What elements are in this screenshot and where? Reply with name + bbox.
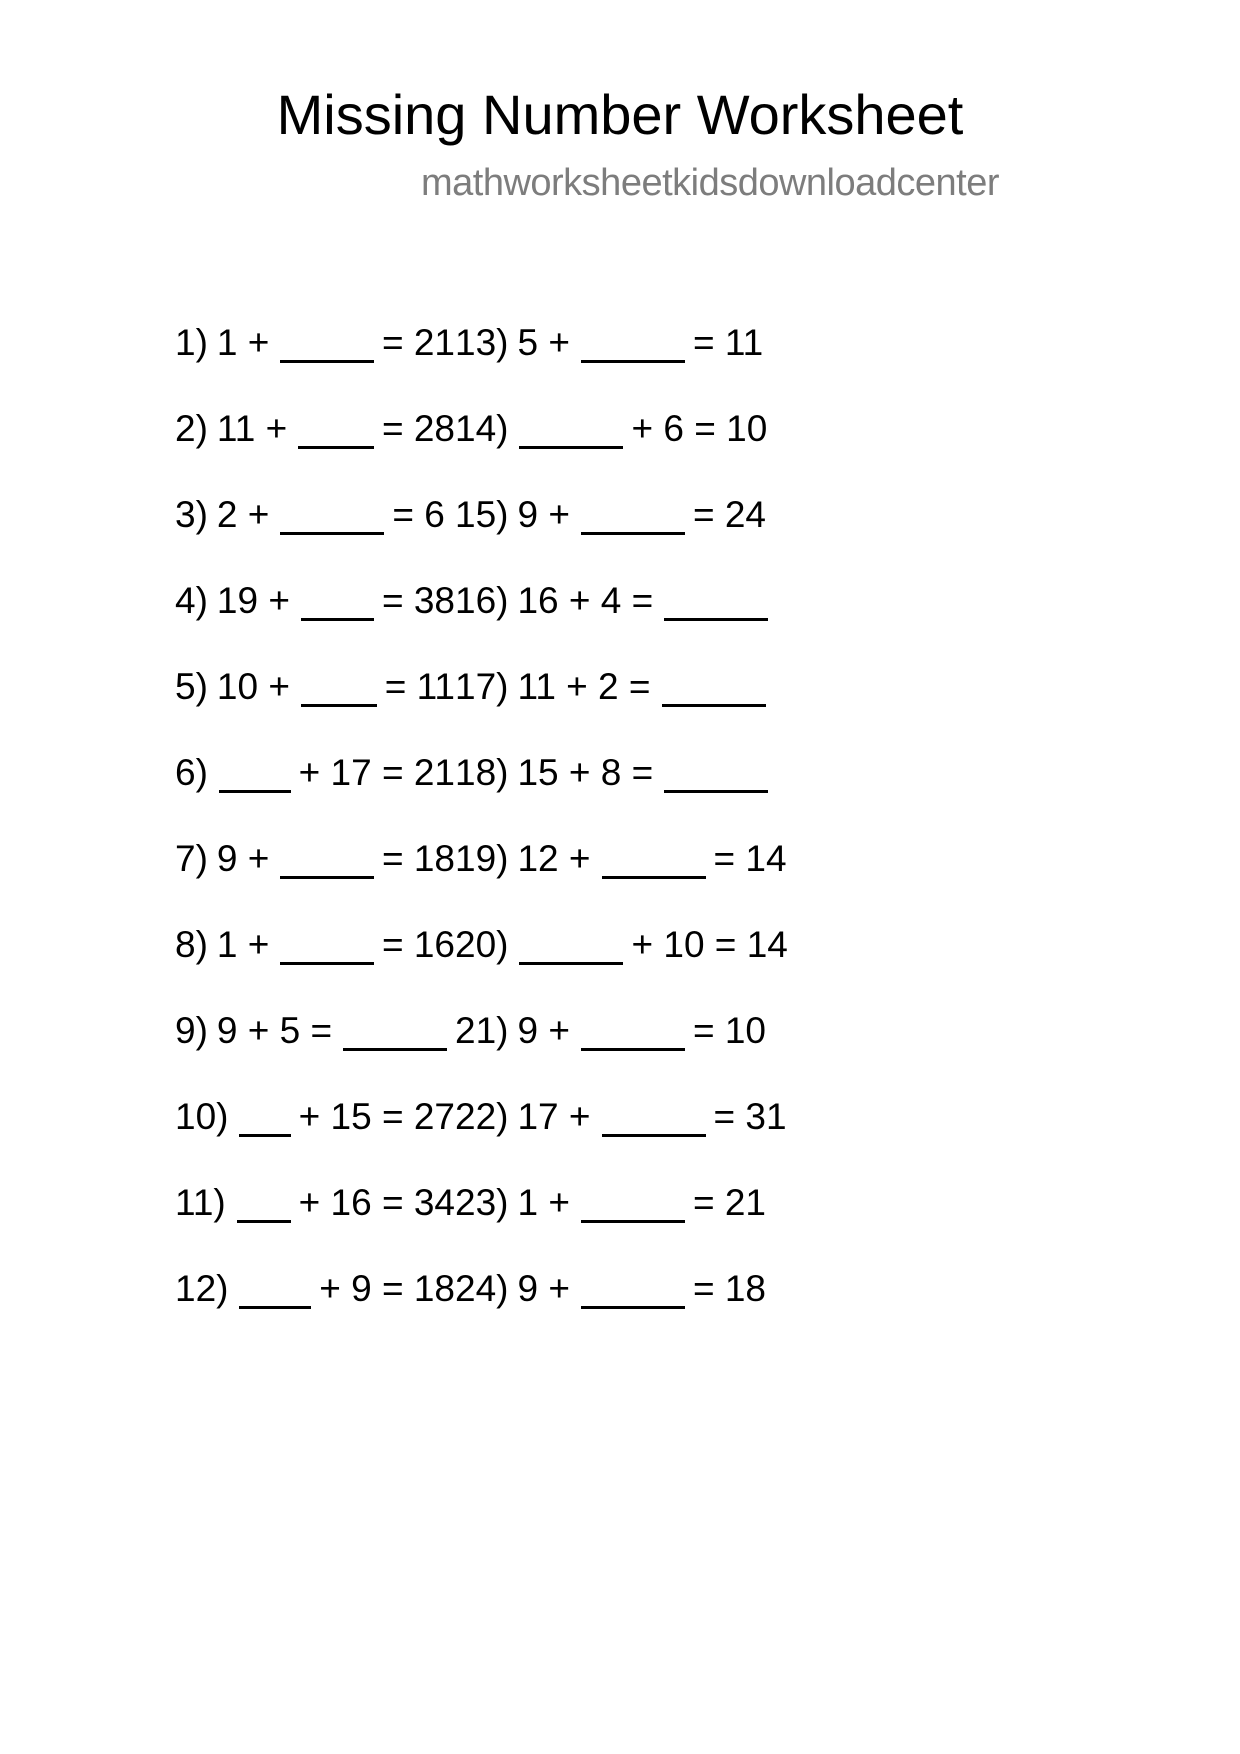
problem-expression-before: 9 + [517, 1010, 570, 1051]
problem-expression-before: 9 + [216, 838, 270, 879]
problem-expression-before: 12 + [517, 838, 591, 879]
problem-number: 10) [175, 1096, 229, 1137]
problem-number: 15) [455, 494, 509, 535]
problem-expression-after: = 28 [381, 408, 455, 449]
problem-expression-after: = 38 [381, 580, 455, 621]
answer-blank[interactable] [581, 1282, 685, 1309]
left-column [0, 300, 455, 1332]
problems-container [0, 300, 1240, 1332]
answer-blank[interactable] [343, 1024, 447, 1051]
problem-expression-before: 1 + [517, 1182, 570, 1223]
problem-item [455, 730, 925, 816]
problem-expression-after: = 24 [692, 494, 766, 535]
problem-expression-after: = 11 [692, 322, 764, 363]
problem-item [175, 472, 455, 558]
problem-expression-before: 1 + [216, 322, 270, 363]
problem-item [455, 1246, 925, 1332]
problem-item [455, 644, 925, 730]
problem-expression-before: 16 + 4 = [517, 580, 654, 621]
problem-expression-after: + 17 = 21 [298, 752, 455, 793]
answer-blank[interactable] [581, 1024, 685, 1051]
answer-blank[interactable] [581, 1196, 685, 1223]
problem-number: 2) [175, 408, 208, 449]
answer-blank[interactable] [301, 680, 377, 707]
problem-item [175, 816, 455, 902]
problem-item [455, 816, 925, 902]
problem-expression-after: + 9 = 18 [319, 1268, 455, 1309]
problem-expression-after: + 16 = 34 [298, 1182, 455, 1223]
problem-expression-after: = 21 [692, 1182, 766, 1223]
problem-expression-before: 5 + [517, 322, 570, 363]
problem-number: 16) [455, 580, 509, 621]
problem-expression-after: = 16 [381, 924, 455, 965]
problem-number: 17) [455, 666, 509, 707]
problem-number: 7) [175, 838, 208, 879]
answer-blank[interactable] [239, 1282, 311, 1309]
problem-number: 9) [175, 1010, 208, 1051]
problem-expression-before: 9 + [517, 1268, 570, 1309]
problem-expression-after: = 14 [713, 838, 787, 879]
problem-expression-after: = 18 [692, 1268, 766, 1309]
problem-item [455, 558, 925, 644]
problem-expression-after: = 18 [381, 838, 455, 879]
problem-number: 20) [455, 924, 509, 965]
answer-blank[interactable] [280, 336, 374, 363]
page-title: Missing Number Worksheet [276, 83, 964, 146]
problem-item [175, 1074, 455, 1160]
answer-blank[interactable] [664, 594, 768, 621]
problem-expression-after: = 11 [384, 666, 455, 707]
problem-expression-after: = 10 [692, 1010, 766, 1051]
problem-number: 3) [175, 494, 208, 535]
problem-expression-after: + 15 = 27 [298, 1096, 455, 1137]
problem-number: 1) [175, 322, 208, 363]
answer-blank[interactable] [301, 594, 374, 621]
problem-expression-before: 1 + [216, 924, 270, 965]
problem-number: 19) [455, 838, 509, 879]
answer-blank[interactable] [602, 1110, 706, 1137]
problem-item [175, 558, 455, 644]
problem-number: 6) [175, 752, 208, 793]
answer-blank[interactable] [602, 852, 706, 879]
answer-blank[interactable] [519, 938, 623, 965]
answer-blank[interactable] [664, 766, 768, 793]
problem-item [175, 644, 455, 730]
problem-number: 5) [175, 666, 208, 707]
problem-item [455, 902, 925, 988]
problem-expression-before: 2 + [216, 494, 270, 535]
site-watermark: mathworksheetkidsdownloadcenter [420, 162, 1000, 204]
problem-item [175, 730, 455, 816]
problem-number: 22) [455, 1096, 509, 1137]
problem-item [455, 988, 925, 1074]
problem-expression-after: = 6 [392, 494, 445, 535]
answer-blank[interactable] [298, 422, 374, 449]
problem-item [175, 902, 455, 988]
problem-item [455, 1074, 925, 1160]
problem-number: 8) [175, 924, 208, 965]
answer-blank[interactable] [239, 1110, 290, 1137]
answer-blank[interactable] [219, 766, 291, 793]
problem-number: 14) [455, 408, 509, 449]
problem-number: 13) [455, 322, 509, 363]
answer-blank[interactable] [519, 422, 623, 449]
problem-expression-before: 11 + [216, 408, 288, 449]
answer-blank[interactable] [280, 508, 384, 535]
answer-blank[interactable] [662, 680, 766, 707]
problem-item [175, 1246, 455, 1332]
problem-number: 24) [455, 1268, 509, 1309]
problem-expression-after: = 31 [713, 1096, 787, 1137]
problem-item [175, 386, 455, 472]
problem-expression-before: 15 + 8 = [517, 752, 654, 793]
answer-blank[interactable] [237, 1196, 291, 1223]
problem-item [175, 300, 455, 386]
problem-item [455, 386, 925, 472]
answer-blank[interactable] [280, 938, 374, 965]
right-column [455, 300, 925, 1332]
problem-number: 18) [455, 752, 509, 793]
problem-item [455, 300, 925, 386]
problem-number: 23) [455, 1182, 509, 1223]
problem-expression-before: 11 + 2 = [517, 666, 651, 707]
problem-expression-before: 9 + 5 = [216, 1010, 333, 1051]
problem-expression-after: + 6 = 10 [631, 408, 768, 449]
problem-expression-after: = 21 [381, 322, 455, 363]
problem-item [455, 1160, 925, 1246]
problem-item [455, 472, 925, 558]
problem-number: 4) [175, 580, 208, 621]
answer-blank[interactable] [581, 508, 685, 535]
problem-number: 12) [175, 1268, 229, 1309]
problem-number: 11) [175, 1182, 226, 1223]
answer-blank[interactable] [581, 336, 685, 363]
problem-expression-before: 19 + [216, 580, 290, 621]
problem-number: 21) [455, 1010, 509, 1051]
problem-expression-after: + 10 = 14 [631, 924, 788, 965]
problem-expression-before: 17 + [517, 1096, 591, 1137]
problem-expression-before: 10 + [216, 666, 290, 707]
problem-expression-before: 9 + [517, 494, 570, 535]
problem-item [175, 1160, 455, 1246]
answer-blank[interactable] [280, 852, 374, 879]
problem-item [175, 988, 455, 1074]
